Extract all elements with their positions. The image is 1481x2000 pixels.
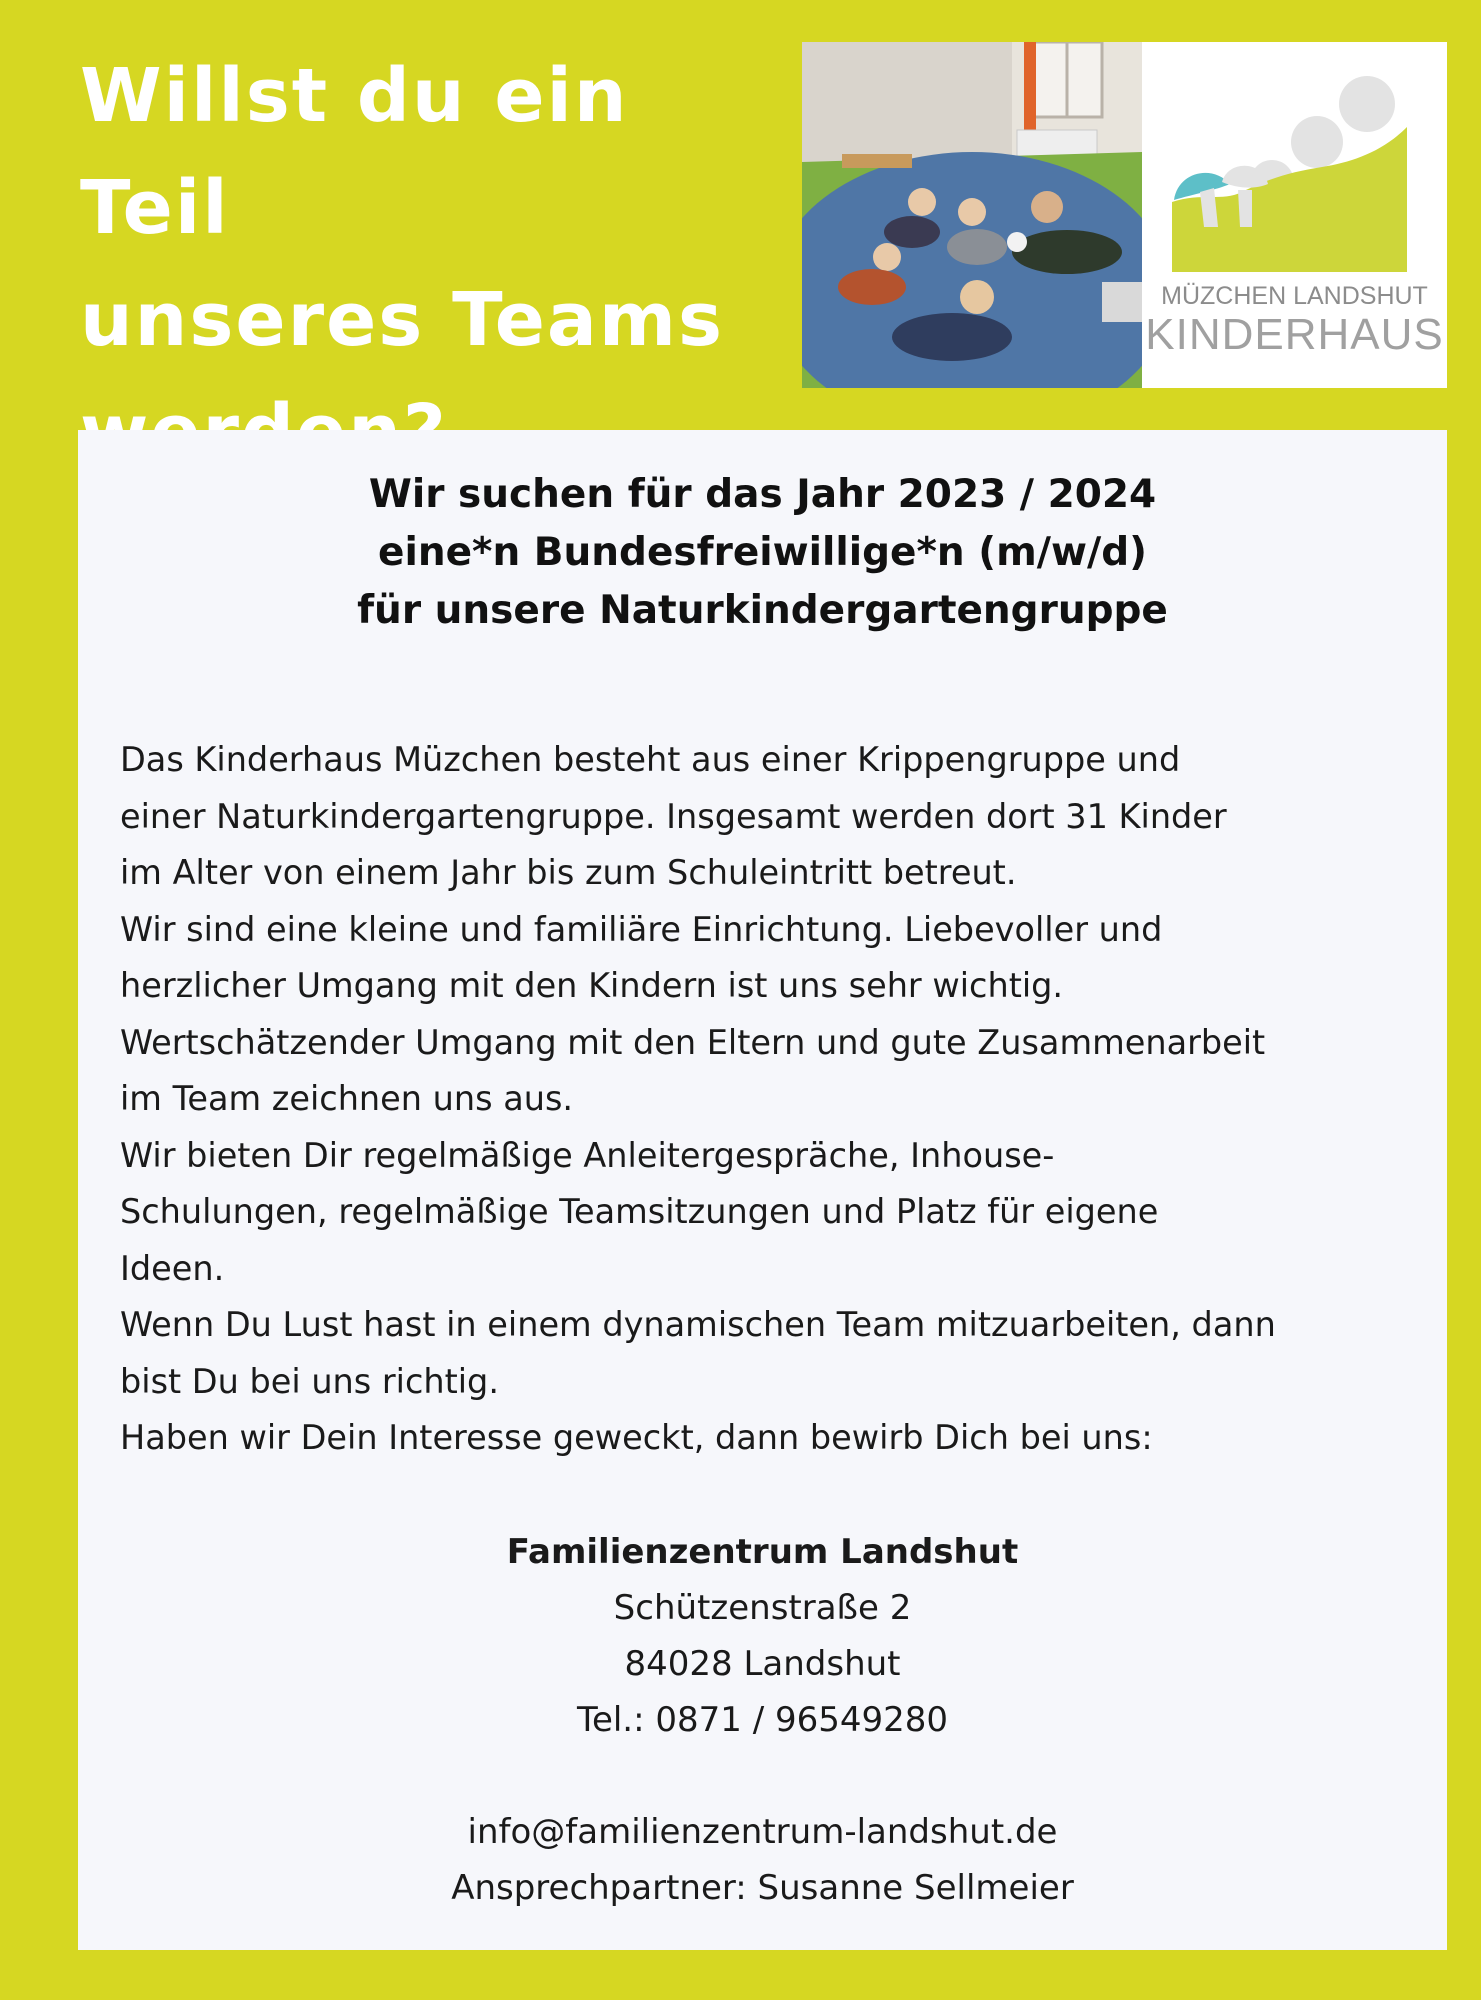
description-line: herzlicher Umgang mit den Kindern ist uns sehr wichtig. <box>120 966 1064 1005</box>
description-line: Schulungen, regelmäßige Teamsitzungen und Platz für eigene <box>120 1192 1159 1231</box>
headline-line: Willst du ein Teil <box>80 53 629 251</box>
contact-organization: Familienzentrum Landshut <box>506 1532 1019 1572</box>
description-line: einer Naturkindergartengruppe. Insgesamt werden dort 31 Kinder <box>120 796 1227 836</box>
logo-title: KINDERHAUS <box>1145 310 1444 359</box>
description-line: Wir sind eine kleine und familiäre Einrichtung. Liebevoller und <box>120 909 1163 949</box>
description-line: Wertschätzender Umgang mit den Eltern und gute Zusammenarbeit <box>120 1022 1266 1062</box>
contact-person: Ansprechpartner: Susanne Sellmeier <box>451 1868 1074 1908</box>
description-line: Ideen. <box>120 1248 225 1288</box>
description-line: im Team zeichnen uns aus. <box>120 1079 574 1118</box>
photo-illustration <box>802 42 1142 388</box>
description-line: Das Kinderhaus Müzchen besteht aus einer Krippengruppe und <box>120 740 1181 779</box>
logo-subtitle: MÜZCHEN LANDSHUT <box>1161 282 1428 310</box>
job-title-line: Wir suchen für das Jahr 2023 / 2024 <box>368 472 1157 517</box>
contact-phone: Tel.: 0871 / 96549280 <box>576 1700 949 1740</box>
headline-line: unseres Teams <box>80 277 725 363</box>
kinderhaus-logo <box>1142 42 1447 388</box>
contact-block <box>78 1524 1447 1916</box>
content-panel <box>78 430 1447 1950</box>
children-playing-photo <box>802 42 1142 388</box>
description-line: Haben wir Dein Interesse geweckt, dann bewirb Dich bei uns: <box>120 1418 1153 1457</box>
contact-city: 84028 Landshut <box>624 1644 901 1684</box>
description-line: Wenn Du Lust hast in einem dynamischen Team mitzuarbeiten, dann <box>120 1305 1276 1344</box>
contact-spacer <box>78 1748 1447 1804</box>
job-title <box>78 466 1447 640</box>
headline <box>80 40 760 488</box>
description-line: Wir bieten Dir regelmäßige Anleitergespräche, Inhouse- <box>120 1135 1055 1175</box>
description-line: bist Du bei uns richtig. <box>120 1361 499 1401</box>
contact-street: Schützenstraße 2 <box>613 1588 912 1628</box>
description-line: im Alter von einem Jahr bis zum Schuleintritt betreut. <box>120 853 1017 892</box>
description-text <box>120 732 1410 1467</box>
job-title-line: für unsere Naturkindergartengruppe <box>357 588 1168 633</box>
mushroom-logo-icon <box>1142 42 1447 272</box>
job-title-line: eine*n Bundesfreiwillige*n (m/w/d) <box>378 530 1147 575</box>
contact-email[interactable]: info@familienzentrum-landshut.de <box>467 1812 1058 1852</box>
